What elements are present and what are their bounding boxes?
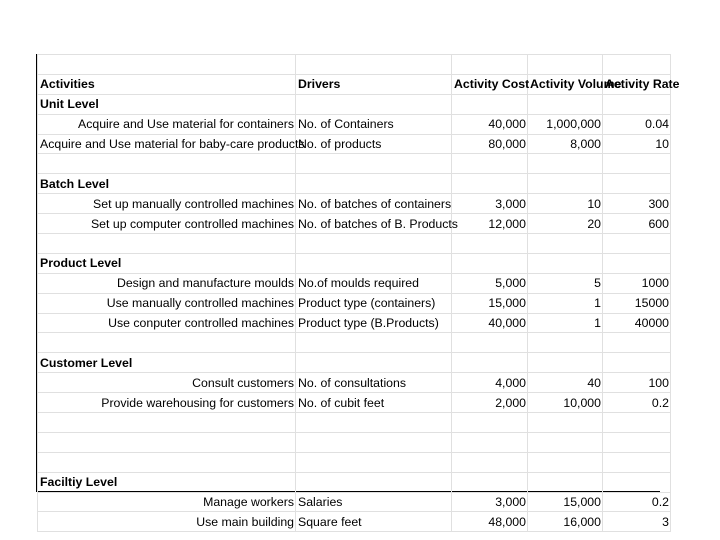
activity-table — [37, 54, 680, 532]
table-row — [38, 492, 671, 512]
cell[interactable] — [38, 234, 296, 254]
cell[interactable] — [38, 333, 296, 353]
cell[interactable] — [296, 472, 452, 492]
rate-cell[interactable]: 300 — [603, 194, 671, 214]
cost-cell[interactable]: 3,000 — [452, 194, 528, 214]
cost-cell[interactable]: 2,000 — [452, 393, 528, 413]
activity-cell[interactable]: Manage workers — [38, 492, 296, 512]
rate-cell[interactable]: 0.04 — [603, 114, 671, 134]
cell[interactable] — [603, 472, 671, 492]
cell[interactable] — [528, 472, 603, 492]
rate-cell[interactable]: 600 — [603, 214, 671, 234]
cost-cell[interactable]: 3,000 — [452, 492, 528, 512]
table-row — [38, 393, 671, 413]
cell[interactable] — [528, 452, 603, 472]
driver-cell[interactable]: Square feet — [296, 512, 452, 532]
cost-cell[interactable]: 48,000 — [452, 512, 528, 532]
volume-cell[interactable]: 1 — [528, 313, 603, 333]
driver-cell[interactable]: No. of cubit feet — [296, 393, 452, 413]
cell[interactable] — [296, 154, 452, 174]
rate-cell[interactable]: 1000 — [603, 273, 671, 293]
table-row — [38, 194, 671, 214]
activity-cell[interactable]: Design and manufacture moulds — [38, 273, 296, 293]
cell[interactable] — [296, 253, 452, 273]
table-row — [38, 114, 671, 134]
cell[interactable] — [296, 234, 452, 254]
section-title-facility[interactable]: Faciltiy Level — [38, 472, 296, 492]
volume-cell[interactable]: 16,000 — [528, 512, 603, 532]
activity-cell[interactable]: Set up computer controlled machines — [38, 214, 296, 234]
cost-cell[interactable]: 12,000 — [452, 214, 528, 234]
header-activity-rate[interactable]: Activity Rate — [603, 74, 671, 94]
cost-cell[interactable]: 5,000 — [452, 273, 528, 293]
volume-cell[interactable]: 15,000 — [528, 492, 603, 512]
cell[interactable] — [452, 154, 528, 174]
blank-row — [38, 55, 671, 75]
volume-cell[interactable]: 10 — [528, 194, 603, 214]
volume-cell[interactable]: 10,000 — [528, 393, 603, 413]
cell[interactable] — [452, 234, 528, 254]
cell[interactable] — [452, 174, 528, 194]
cell[interactable] — [38, 452, 296, 472]
cell[interactable] — [528, 94, 603, 114]
cell[interactable] — [528, 234, 603, 254]
section-row — [38, 253, 671, 273]
cost-cell[interactable]: 15,000 — [452, 293, 528, 313]
cell[interactable] — [296, 452, 452, 472]
cost-cell[interactable]: 4,000 — [452, 373, 528, 393]
cell[interactable] — [603, 452, 671, 472]
volume-cell[interactable]: 1 — [528, 293, 603, 313]
cell[interactable] — [452, 333, 528, 353]
cell[interactable] — [528, 333, 603, 353]
cell[interactable] — [296, 94, 452, 114]
rate-cell[interactable]: 3 — [603, 512, 671, 532]
section-title-product[interactable]: Product Level — [38, 253, 296, 273]
table-row — [38, 373, 671, 393]
rate-cell[interactable]: 0.2 — [603, 492, 671, 512]
cell[interactable] — [38, 154, 296, 174]
driver-cell[interactable]: No. of products — [296, 134, 452, 154]
activity-cell[interactable]: Acquire and Use material for baby-care products — [38, 134, 296, 154]
driver-cell[interactable]: No. of batches of B. Products — [296, 214, 452, 234]
cell[interactable] — [603, 55, 671, 75]
section-row — [38, 472, 671, 492]
table-row — [38, 214, 671, 234]
activity-cell[interactable]: Use manually controlled machines — [38, 293, 296, 313]
driver-cell[interactable]: Product type (B.Products) — [296, 313, 452, 333]
volume-cell[interactable]: 40 — [528, 373, 603, 393]
table-row — [38, 273, 671, 293]
header-row — [38, 74, 671, 94]
cell[interactable] — [603, 94, 671, 114]
cell[interactable] — [38, 413, 296, 433]
volume-cell[interactable]: 1,000,000 — [528, 114, 603, 134]
blank-row — [38, 452, 671, 472]
section-row — [38, 174, 671, 194]
cell[interactable] — [296, 174, 452, 194]
section-row — [38, 353, 671, 373]
cell[interactable] — [452, 452, 528, 472]
blank-row — [38, 154, 671, 174]
activity-cell[interactable]: Consult customers — [38, 373, 296, 393]
cell[interactable] — [452, 55, 528, 75]
cell[interactable] — [452, 432, 528, 452]
activity-cell[interactable]: Provide warehousing for customers — [38, 393, 296, 413]
blank-row — [38, 333, 671, 353]
rate-cell[interactable]: 15000 — [603, 293, 671, 313]
cell[interactable] — [452, 413, 528, 433]
blank-row — [38, 432, 671, 452]
driver-cell[interactable]: No.of moulds required — [296, 273, 452, 293]
cell[interactable] — [452, 472, 528, 492]
cell[interactable] — [296, 333, 452, 353]
cell[interactable] — [603, 234, 671, 254]
cell[interactable] — [296, 353, 452, 373]
table-row — [38, 512, 671, 532]
rate-cell[interactable]: 0.2 — [603, 393, 671, 413]
driver-cell[interactable]: No. of Containers — [296, 114, 452, 134]
cost-cell[interactable]: 40,000 — [452, 313, 528, 333]
cell[interactable] — [603, 432, 671, 452]
section-title-unit[interactable]: Unit Level — [38, 94, 296, 114]
cell[interactable] — [296, 432, 452, 452]
cell[interactable] — [528, 154, 603, 174]
activity-cell[interactable]: Acquire and Use material for containers — [38, 114, 296, 134]
blank-row — [38, 234, 671, 254]
spreadsheet — [36, 54, 680, 529]
rate-cell[interactable]: 100 — [603, 373, 671, 393]
cell[interactable] — [603, 353, 671, 373]
cell[interactable] — [603, 333, 671, 353]
cell[interactable] — [452, 253, 528, 273]
cell[interactable] — [528, 174, 603, 194]
volume-cell[interactable]: 8,000 — [528, 134, 603, 154]
rate-cell[interactable]: 40000 — [603, 313, 671, 333]
header-activity-cost[interactable]: Activity Cost — [452, 74, 528, 94]
section-row — [38, 94, 671, 114]
cell[interactable] — [528, 253, 603, 273]
cell[interactable] — [38, 55, 296, 75]
table-row — [38, 313, 671, 333]
driver-cell[interactable]: Salaries — [296, 492, 452, 512]
volume-cell[interactable]: 20 — [528, 214, 603, 234]
cell[interactable] — [38, 432, 296, 452]
cell[interactable] — [528, 413, 603, 433]
cell[interactable] — [296, 413, 452, 433]
cost-cell[interactable]: 40,000 — [452, 114, 528, 134]
header-drivers[interactable]: Drivers — [296, 74, 452, 94]
blank-row — [38, 413, 671, 433]
header-activities[interactable]: Activities — [38, 74, 296, 94]
cell[interactable] — [528, 55, 603, 75]
cell[interactable] — [452, 94, 528, 114]
section-title-batch[interactable]: Batch Level — [38, 174, 296, 194]
driver-cell[interactable]: No. of consultations — [296, 373, 452, 393]
cell[interactable] — [603, 253, 671, 273]
table-row — [38, 293, 671, 313]
driver-cell[interactable]: Product type (containers) — [296, 293, 452, 313]
cell[interactable] — [603, 154, 671, 174]
volume-cell[interactable]: 5 — [528, 273, 603, 293]
cost-cell[interactable]: 80,000 — [452, 134, 528, 154]
cell[interactable] — [452, 353, 528, 373]
rate-cell[interactable]: 10 — [603, 134, 671, 154]
cell[interactable] — [296, 55, 452, 75]
section-title-customer[interactable]: Customer Level — [38, 353, 296, 373]
driver-cell[interactable]: No. of batches of containers — [296, 194, 452, 214]
cell[interactable] — [528, 353, 603, 373]
activity-cell[interactable]: Use main building — [38, 512, 296, 532]
cell[interactable] — [603, 174, 671, 194]
cell[interactable] — [528, 432, 603, 452]
activity-cell[interactable]: Use conputer controlled machines — [38, 313, 296, 333]
table-row — [38, 134, 671, 154]
cell[interactable] — [603, 413, 671, 433]
header-activity-volume[interactable]: Activity Volume — [528, 74, 603, 94]
activity-cell[interactable]: Set up manually controlled machines — [38, 194, 296, 214]
